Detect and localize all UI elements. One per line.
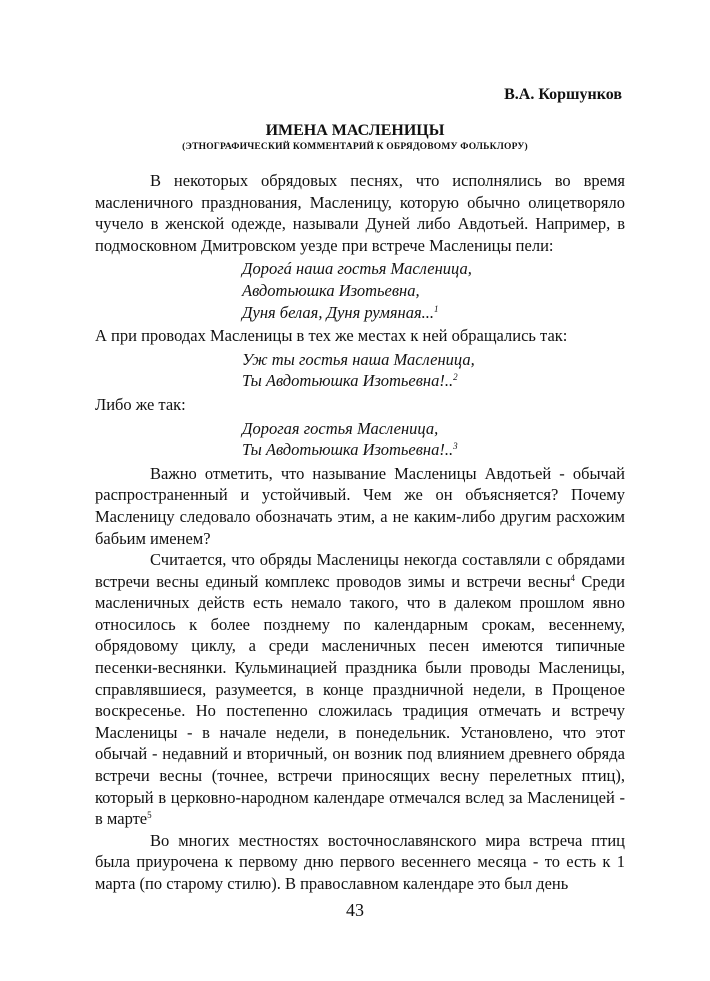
article-title: ИМЕНА МАСЛЕНИЦЫ bbox=[265, 122, 445, 139]
paragraph-4: Важно отметить, что называние Масленицы Авдотьей - обычай распространенный и устойчивый. Чем же он объясняется? Почему Масленицу следовало обозначать этим, а не каким-либо другим расхожим бабьим именем? bbox=[95, 463, 625, 548]
poem-1-line-2: Авдотьюшка Изотьевна, bbox=[242, 280, 420, 300]
footnote-ref-5: 5 bbox=[147, 810, 152, 821]
poem-2 bbox=[242, 349, 625, 392]
paragraph-5: Считается, что обряды Масленицы некогда составляли с обрядами встречи весны единый комплекс проводов зимы и встречи весны$^4$ Среди масленичных действ есть немало такого, что в далеком прошлом явно относилось к более позднему по календарным срокам, весеннему, обрядовому циклу, а среди масленичных песен имеются типичные песенки-веснянки. Кульминацией праздника были проводы Масленицы, справлявшиеся, разумеется, в конце праздничной недели, в Прощеное воскресенье. Но постепенно сложилась традиция отмечать и встречу Масленицы - в начале недели, в понедельник. Установлено, что этот обычай - недавний и вторичный, он возник под влиянием древнего обряда встречи весны (точнее, встречи приносящих весну перелетных птиц), который в церковно-народном календаре отмечался вслед за Масленицей - в марте$^5$ bbox=[95, 550, 625, 829]
article-body bbox=[95, 170, 625, 895]
paragraph-2: А при проводах Масленицы в тех же местах к ней обращались так: bbox=[95, 326, 568, 346]
author-name: В.А. Коршунков bbox=[504, 86, 622, 103]
poem-2-line-2: Ты Авдотьюшка Изотьевна!..$^2$ bbox=[242, 371, 458, 391]
poem-1-line-3: Дуня белая, Дуня румяная...$^1$ bbox=[242, 302, 439, 322]
footnote-ref-4: 4 bbox=[570, 572, 575, 583]
poem-3-line-2: Ты Авдотьюшка Изотьевна!..$^3$ bbox=[242, 440, 458, 460]
paragraph-3: Либо же так: bbox=[95, 394, 186, 414]
poem-1-line-1: Дорогá наша гостья Масленица, bbox=[242, 259, 472, 279]
poem-2-line-1: Уж ты гостья наша Масленица, bbox=[242, 349, 475, 369]
footnote-ref-2: 2 bbox=[453, 372, 458, 383]
poem-3-line-1: Дорогая гостья Масленица, bbox=[242, 418, 439, 438]
paragraph-6: Во многих местностях восточнославянского мира встреча птиц была приурочена к первому дню первого весеннего месяца - то есть к 1 марта (по старому стилю). В православном календаре это был день bbox=[95, 830, 625, 893]
poem-3 bbox=[242, 418, 625, 461]
article-subtitle: (ЭТНОГРАФИЧЕСКИЙ КОММЕНТАРИЙ К ОБРЯДОВОМУ ФОЛЬКЛОРУ) bbox=[182, 142, 528, 152]
poem-1 bbox=[242, 258, 625, 323]
footnote-ref-1: 1 bbox=[434, 303, 439, 314]
page-number: 43 bbox=[346, 900, 364, 920]
paragraph-1: В некоторых обрядовых песнях, что исполнялись во время масленичного празднования, Масленицу, которую обычно олицетворяло чучело в женской одежде, называли Дуней либо Авдотьей. Например, в подмосковном Дмитровском уезде при встрече Масленицы пели: bbox=[95, 171, 625, 255]
footnote-ref-3: 3 bbox=[453, 441, 458, 452]
